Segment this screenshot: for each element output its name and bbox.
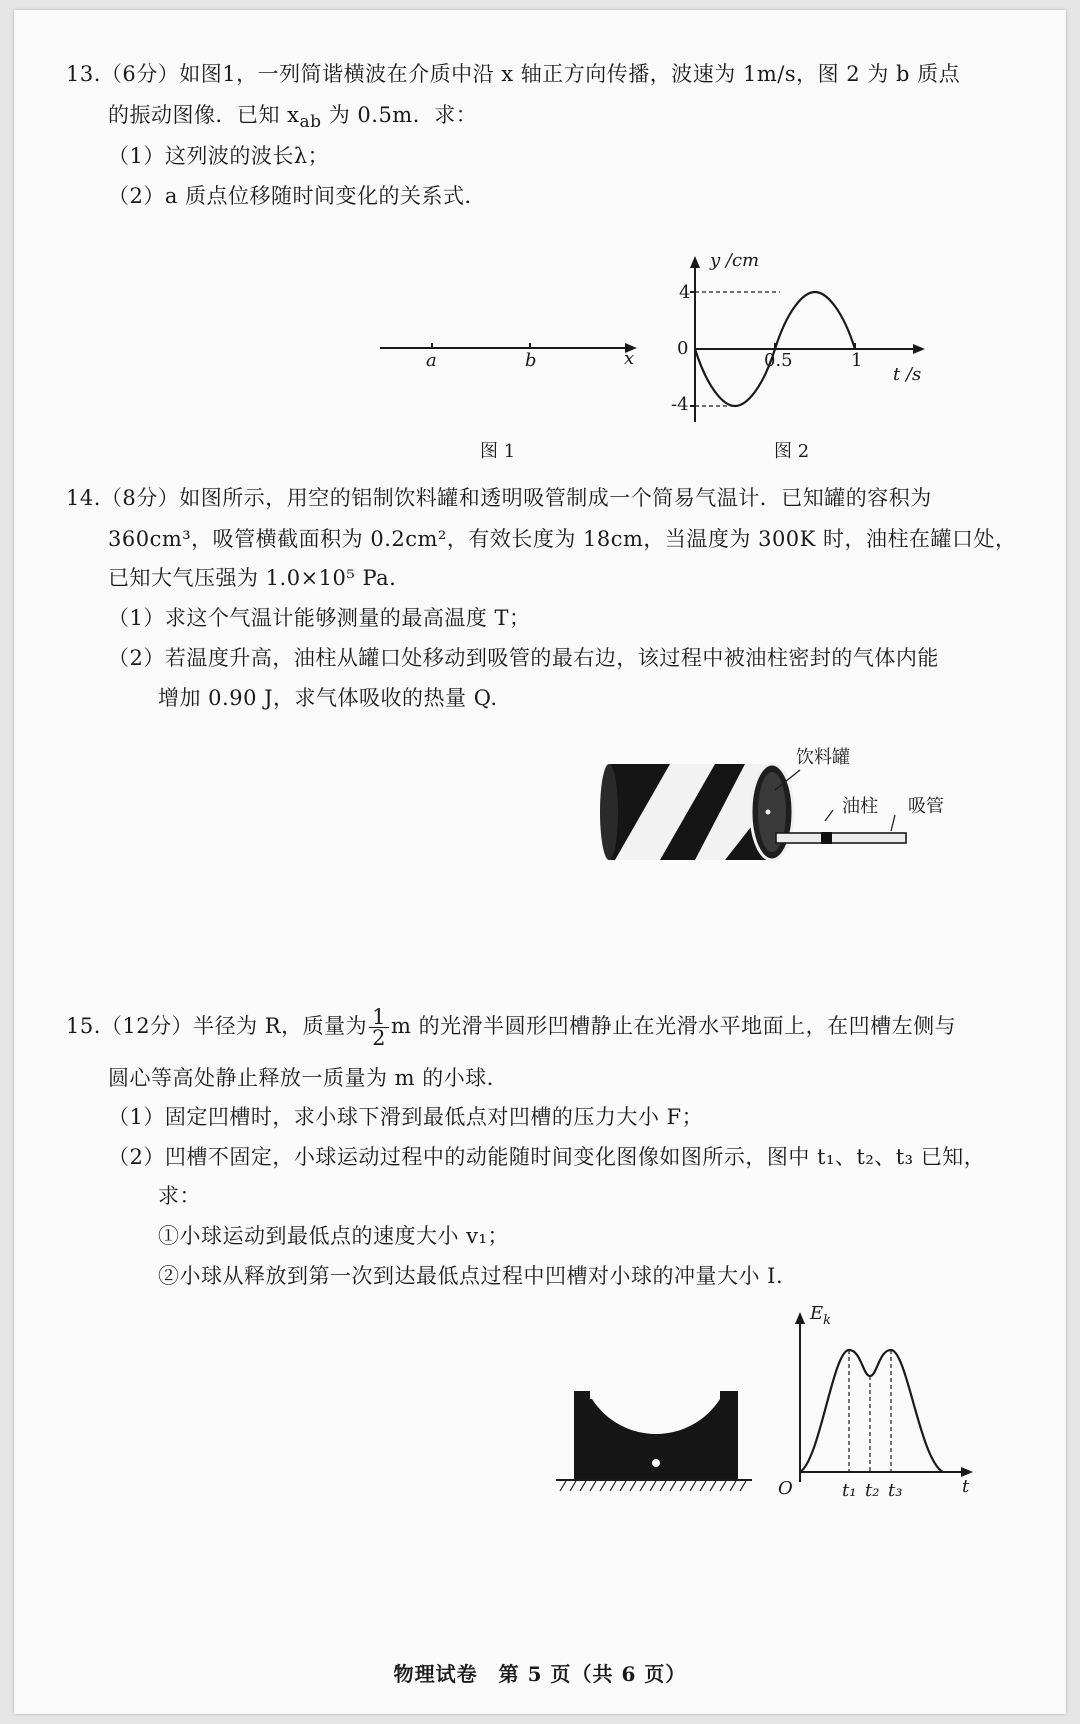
label-oil-column: 油柱 bbox=[842, 796, 878, 817]
q15-sub2: ②小球从释放到第一次到达最低点过程中凹槽对小球的冲量大小 I. bbox=[158, 1264, 784, 1288]
fraction-numerator: 1 bbox=[369, 1007, 389, 1028]
graph-tick-t2: t₂ bbox=[865, 1480, 880, 1501]
q15-line1-pre: 15.（12分）半径为 R，质量为 bbox=[66, 1014, 368, 1038]
fig2-ytick-4: 4 bbox=[679, 282, 691, 303]
fig1-point-a: a bbox=[426, 350, 437, 371]
graph-origin: O bbox=[778, 1478, 793, 1499]
q13-line1: 13.（6分）如图1，一列简谐横波在介质中沿 x 轴正方向传播，波速为 1m/s，图 2 为 b 质点 bbox=[66, 62, 961, 86]
q13-subscript: ab bbox=[299, 112, 322, 132]
q15-part1: （1）固定凹槽时，求小球下滑到最低点对凹槽的压力大小 F； bbox=[108, 1105, 704, 1129]
q14-part1: （1）求这个气温计能够测量的最高温度 T； bbox=[108, 606, 531, 630]
fig1-point-b: b bbox=[525, 350, 537, 371]
fig1-axis-x: x bbox=[624, 348, 635, 369]
q14-line2: 360cm³，吸管横截面积为 0.2cm²，有效长度为 18cm，当温度为 300K 时，油柱在罐口处， bbox=[108, 527, 1017, 551]
fig2-ttick-05: 0.5 bbox=[764, 350, 793, 371]
q14-line3: 已知大气压强为 1.0×10⁵ Pa． bbox=[108, 566, 411, 590]
label-straw: 吸管 bbox=[908, 796, 944, 817]
graph-x-label: t bbox=[962, 1476, 970, 1497]
graph-tick-t3: t₃ bbox=[888, 1480, 903, 1501]
q15-line1-post: m 的光滑半圆形凹槽静止在光滑水平地面上，在凹槽左侧与 bbox=[390, 1014, 957, 1038]
semicircular-groove-figure bbox=[552, 1385, 757, 1500]
q13-part1: （1）这列波的波长λ； bbox=[108, 144, 330, 168]
q15-sub1: ①小球运动到最低点的速度大小 v₁； bbox=[158, 1224, 509, 1248]
kinetic-energy-time-graph bbox=[785, 1310, 975, 1485]
fig2-origin: 0 bbox=[677, 338, 689, 359]
label-can: 饮料罐 bbox=[796, 747, 850, 768]
fig2-caption: 图 2 bbox=[774, 441, 810, 462]
figure-1-axis bbox=[375, 330, 645, 370]
fig2-ytick-neg4: -4 bbox=[671, 394, 689, 415]
q13-line2 bbox=[108, 101, 477, 131]
graph-y-label bbox=[810, 1303, 832, 1328]
graph-y-label-sub: k bbox=[823, 1313, 832, 1328]
q13-line2-start: 的振动图像．已知 x bbox=[108, 103, 300, 127]
graph-tick-t1: t₁ bbox=[842, 1480, 857, 1501]
q14-part2b: 增加 0.90 J，求气体吸收的热量 Q. bbox=[158, 686, 498, 710]
figure-2-vibration-graph bbox=[665, 252, 935, 432]
q13-part2: （2）a 质点位移随时间变化的关系式． bbox=[108, 184, 487, 208]
fraction-one-half bbox=[369, 1007, 389, 1048]
fraction-denominator: 2 bbox=[372, 1026, 386, 1050]
q13-line2-end: 为 0.5m．求： bbox=[321, 103, 478, 127]
q14-line1: 14.（8分）如图所示，用空的铝制饮料罐和透明吸管制成一个简易气温计．已知罐的容积为 bbox=[66, 486, 932, 510]
q15-line2: 圆心等高处静止释放一质量为 m 的小球． bbox=[108, 1066, 509, 1090]
q15-part2a: （2）凹槽不固定，小球运动过程中的动能随时间变化图像如图所示，图中 t₁、t₂、t₃ 已知， bbox=[108, 1145, 986, 1169]
fig2-ttick-1: 1 bbox=[851, 350, 863, 371]
q15-part2b: 求： bbox=[158, 1184, 201, 1208]
q15-line1 bbox=[66, 998, 956, 1054]
graph-y-label-main: E bbox=[810, 1303, 824, 1324]
fig1-caption: 图 1 bbox=[480, 441, 516, 462]
page-footer: 物理试卷 第 5 页（共 6 页） bbox=[393, 1662, 687, 1686]
fig2-t-label: t /s bbox=[893, 364, 922, 385]
q14-part2a: （2）若温度升高，油柱从罐口处移动到吸管的最右边，该过程中被油柱密封的气体内能 bbox=[108, 646, 939, 670]
fig2-y-label: y /cm bbox=[710, 250, 760, 271]
